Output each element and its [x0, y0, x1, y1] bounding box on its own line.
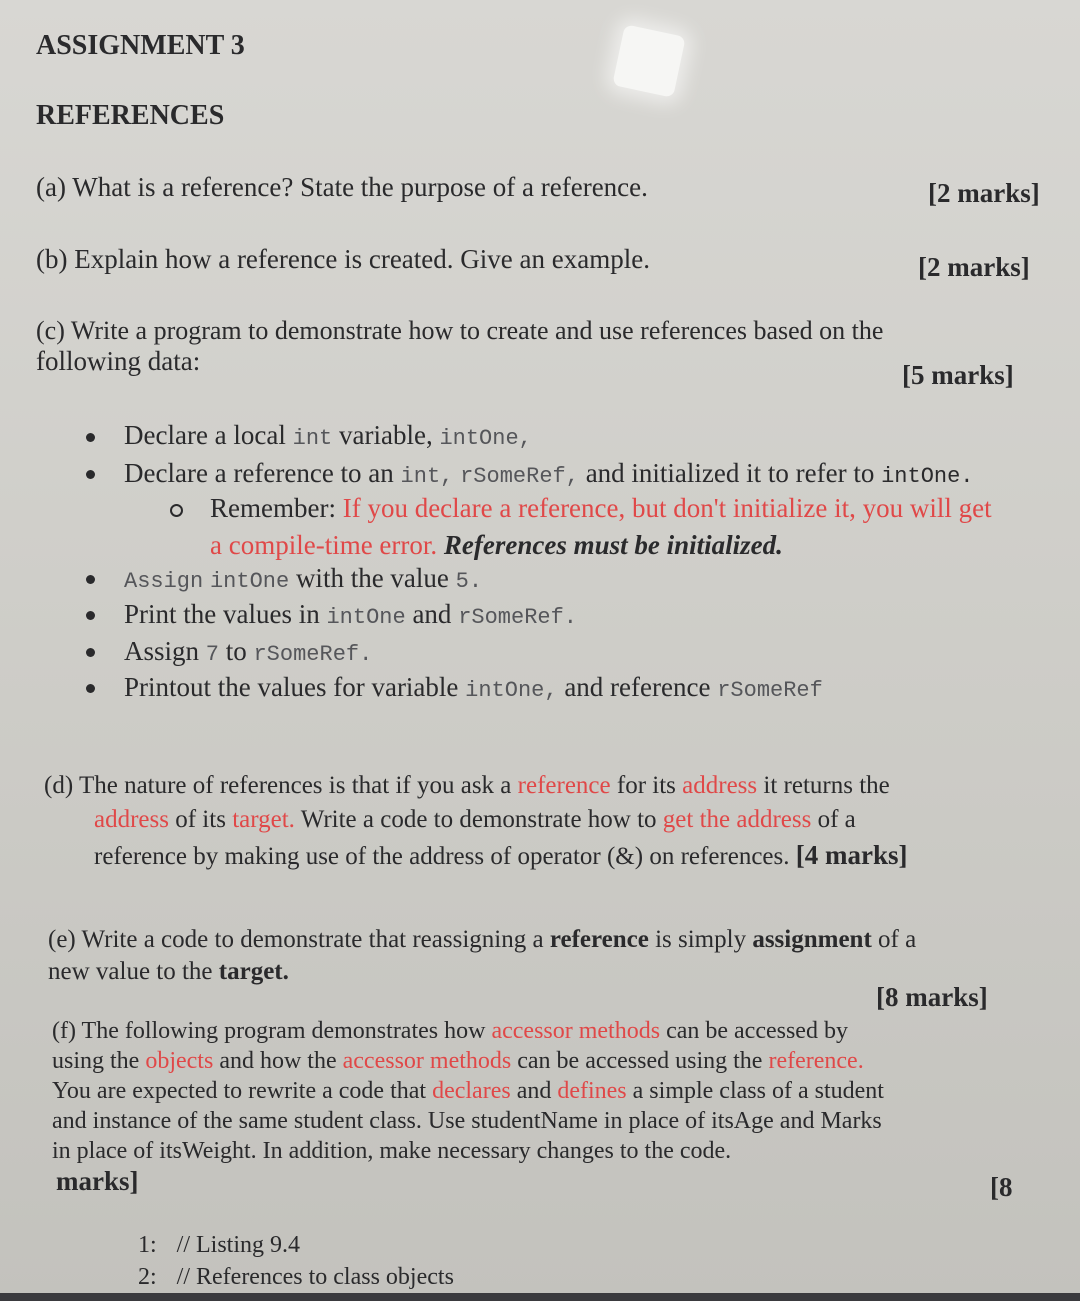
text: Print the values in	[124, 599, 320, 629]
highlight-text: objects	[145, 1048, 214, 1074]
code: int	[292, 426, 333, 451]
text: Declare a local	[124, 420, 286, 450]
highlight-text: address	[94, 806, 169, 833]
question-c-line2: following data:	[36, 346, 201, 376]
highlight-text: address	[682, 772, 758, 799]
text: for its	[616, 772, 676, 799]
highlight-text: accessor methods	[491, 1018, 661, 1044]
bullet-1	[124, 420, 532, 451]
question-e-marks: [8 marks]	[876, 982, 988, 1012]
text: Assign	[124, 636, 200, 666]
highlight-text: target.	[232, 806, 295, 833]
question-e-line1	[48, 926, 916, 954]
text: You are expected to rewrite a code that	[52, 1078, 427, 1104]
text: can be accessed using the	[517, 1048, 763, 1074]
text: a simple class of a student	[632, 1078, 884, 1104]
code: intOne	[209, 569, 290, 594]
code: int,	[400, 464, 454, 489]
code: Assign	[124, 569, 204, 594]
line-number: 1:	[138, 1232, 157, 1258]
sub-bullet-line2	[210, 530, 783, 561]
text: and initialized it to refer to	[585, 458, 875, 488]
screen-bezel	[0, 1293, 1080, 1301]
question-e-line2	[48, 958, 289, 986]
text: Printout the values for variable	[124, 672, 459, 702]
question-d-marks: [4 marks]	[795, 840, 908, 870]
question-c-marks: [5 marks]	[902, 360, 1014, 390]
question-c-line1: (c) Write a program to demonstrate how to create and use references based on the	[36, 316, 884, 345]
text: to	[225, 636, 247, 666]
bold-text: reference	[549, 926, 649, 953]
code: intOne,	[465, 678, 558, 703]
bullet-dot	[86, 575, 95, 584]
question-d-line3	[94, 840, 908, 871]
question-f-line1	[52, 1018, 848, 1045]
bullet-6	[124, 672, 823, 703]
bullet-4	[124, 599, 577, 630]
text: can be accessed by	[666, 1018, 848, 1044]
question-f-marks-open: [8	[990, 1172, 1013, 1202]
bullet-dot	[86, 433, 95, 442]
code-comment: // References to class objects	[176, 1264, 454, 1290]
text: (e) Write a code to demonstrate that reassigning a	[48, 926, 544, 953]
text: Write a code to demonstrate how to	[300, 806, 657, 833]
code: 5.	[455, 569, 483, 594]
bold-text: target.	[218, 958, 289, 985]
text: (f) The following program demonstrates how	[52, 1018, 486, 1044]
code: intOne.	[881, 464, 974, 489]
question-f-line3	[52, 1078, 884, 1105]
code: intOne,	[439, 426, 532, 451]
highlight-text: reference	[517, 772, 611, 799]
text: Declare a reference to an	[124, 458, 394, 488]
code: intOne	[326, 605, 406, 630]
question-f-marks-close: marks]	[56, 1166, 139, 1196]
question-f-line2	[52, 1048, 864, 1075]
question-f-line5: in place of itsWeight. In addition, make necessary changes to the code.	[52, 1138, 732, 1164]
sub-bullet-circle	[170, 504, 183, 517]
code: 7	[205, 642, 219, 667]
highlight-text: declares	[432, 1078, 511, 1104]
warning-text: a compile-time error.	[210, 530, 438, 560]
text: it returns the	[763, 772, 890, 799]
highlight-text: defines	[557, 1078, 627, 1104]
listing-line-1	[138, 1232, 300, 1259]
highlight-text: accessor methods	[342, 1048, 512, 1074]
text: of a	[878, 926, 917, 953]
sub-bullet-remember	[210, 493, 992, 524]
text: and how the	[219, 1048, 337, 1074]
code-comment: // Listing 9.4	[176, 1232, 301, 1258]
text: of a	[817, 806, 856, 833]
bullet-dot	[86, 648, 95, 657]
question-d-line1	[44, 772, 890, 800]
code: rSomeRef.	[458, 605, 578, 630]
emphasis-text: References must be initialized.	[443, 530, 783, 560]
text: of its	[175, 806, 226, 833]
question-a: (a) What is a reference? State the purpose of a reference.	[36, 172, 648, 202]
bullet-dot	[86, 611, 95, 620]
code: rSomeRef,	[460, 464, 579, 489]
text: and	[412, 599, 452, 629]
text: (d) The nature of references is that if you ask a	[44, 772, 512, 799]
text: variable,	[339, 420, 433, 450]
remember-label: Remember:	[210, 493, 336, 523]
bullet-5	[124, 636, 372, 667]
assignment-title: ASSIGNMENT 3	[36, 30, 245, 61]
text: using the	[52, 1048, 140, 1074]
highlight-text: reference.	[768, 1048, 864, 1074]
bold-text: assignment	[752, 926, 872, 953]
code: rSomeRef.	[253, 642, 373, 667]
text: with the value	[295, 563, 449, 593]
listing-line-2	[138, 1264, 454, 1291]
screen-glare	[612, 24, 686, 98]
bullet-dot	[86, 470, 95, 479]
text: and reference	[564, 672, 711, 702]
bullet-2	[124, 458, 974, 489]
question-b: (b) Explain how a reference is created. Give an example.	[36, 244, 650, 274]
bullet-dot	[86, 684, 95, 693]
text: is simply	[655, 926, 747, 953]
text: new value to the	[48, 958, 213, 985]
question-a-marks: [2 marks]	[928, 178, 1040, 208]
text: and	[516, 1078, 552, 1104]
bullet-3	[124, 563, 482, 594]
line-number: 2:	[138, 1264, 157, 1290]
question-b-marks: [2 marks]	[918, 252, 1030, 282]
question-f-line4: and instance of the same student class. Use studentName in place of itsAge and Marks	[52, 1108, 882, 1134]
highlight-text: get the address	[662, 806, 812, 833]
text: reference by making use of the address of operator (&) on references.	[94, 843, 790, 870]
question-d-line2	[94, 806, 856, 834]
section-heading: REFERENCES	[36, 100, 225, 131]
code: rSomeRef	[717, 678, 823, 703]
warning-text: If you declare a reference, but don't initialize it, you will get	[342, 493, 992, 523]
